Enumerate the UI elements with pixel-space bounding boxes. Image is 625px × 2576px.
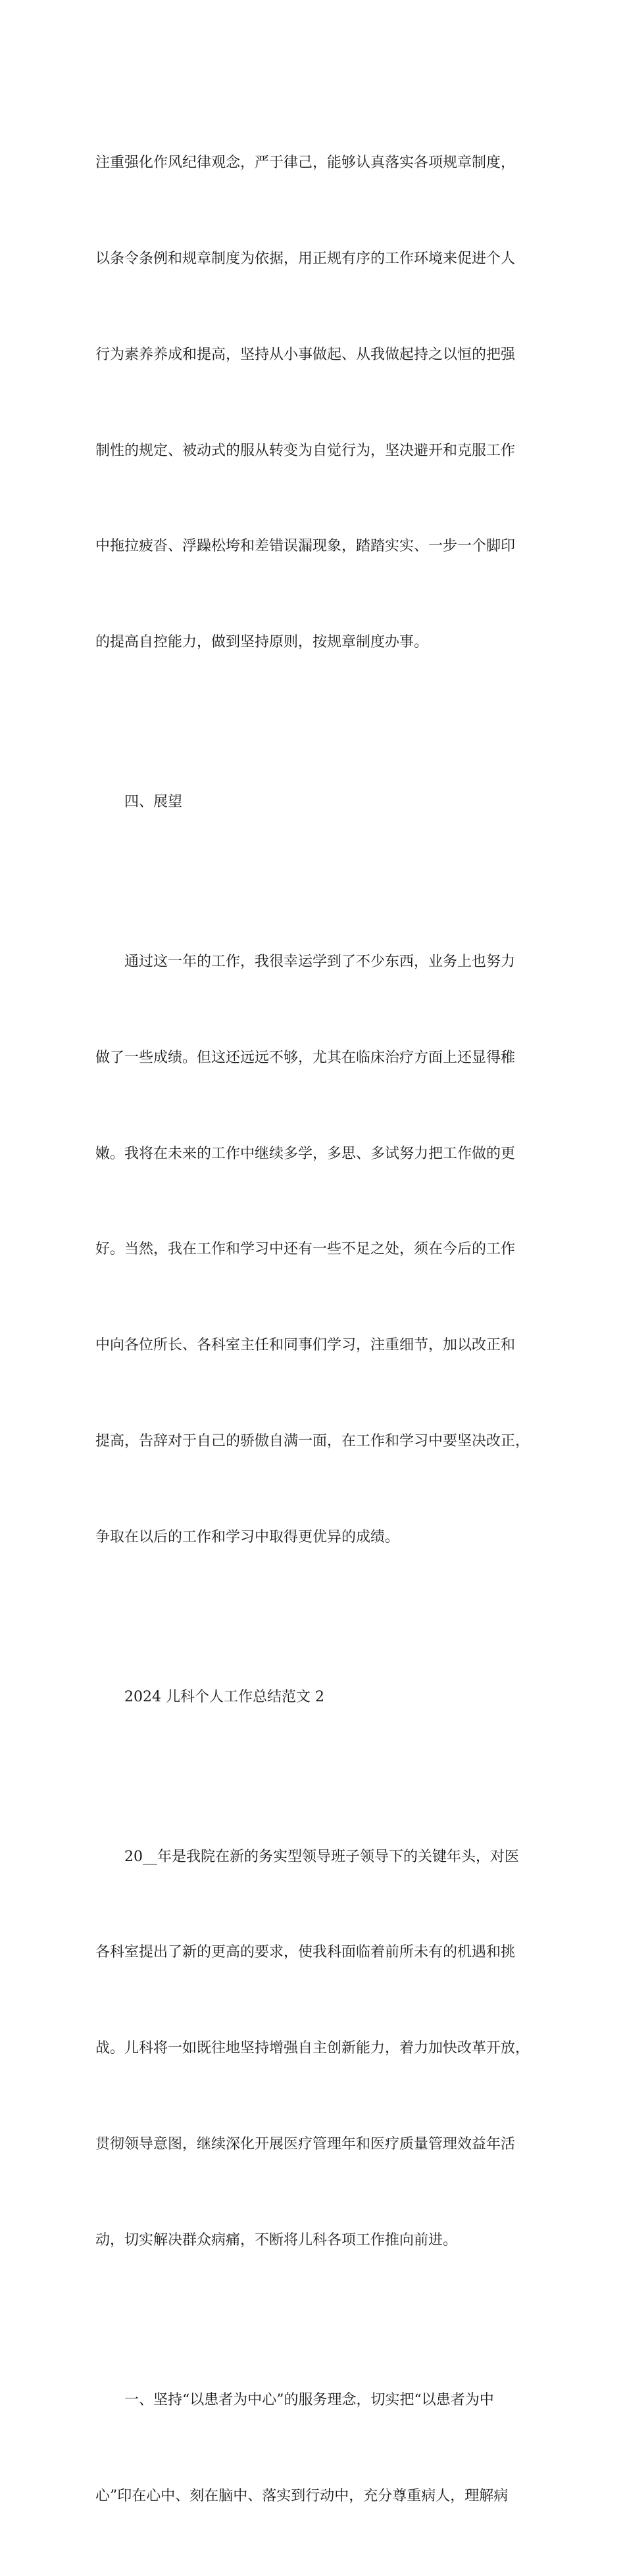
text-line: 争取在以后的工作和学习中取得更优异的成绩。 [95,1528,400,1545]
text-line: 20__年是我院在新的务实型领导班子领导下的关键年头，对医 [124,1848,519,1865]
text-line: 以条令条例和规章制度为依据，用正规有序的工作环境来促进个人 [95,250,516,267]
paragraph-intro-2 [95,1777,543,2320]
text-line: 心”印在心中、刻在脑中、落实到行动中，充分尊重病人，理解病 [95,2487,509,2504]
paragraph-discipline [95,84,543,723]
heading-line: 2024 儿科个人工作总结范文 2 [124,1688,324,1705]
text-line: 的提高自控能力，做到坚持原则，按规章制度办事。 [95,634,429,651]
text-line: 提高，告辞对于自己的骄傲自满一面，在工作和学习中要坚决改正， [95,1432,530,1449]
paragraph-patient-centered [95,2321,543,2576]
text-line: 各科室提出了新的更高的要求，使我科面临着前所未有的机遇和挑 [95,1944,516,1961]
text-line: 制性的规定、被动式的服从转变为自觉行为，坚决避开和克服工作 [95,442,516,459]
article-title-2 [95,1618,543,1778]
text-line: 动，切实解决群众病痛，不断将儿科各项工作推向前进。 [95,2231,458,2248]
document-body [95,84,543,2576]
text-line: 贯彻领导意图，继续深化开展医疗管理年和医疗质量管理效益年活 [95,2136,516,2152]
section-heading-outlook [95,723,543,883]
text-line: 行为素养养成和提高，坚持从小事做起、从我做起持之以恒的把强 [95,346,516,363]
text-line: 做了一些成绩。但这还远远不够，尤其在临床治疗方面上还显得稚 [95,1049,516,1066]
text-line: 战。儿科将一如既往地坚持增强自主创新能力，着力加快改革开放， [95,2040,530,2057]
heading-line: 四、展望 [124,794,183,811]
text-line: 好。当然，我在工作和学习中还有一些不足之处，须在今后的工作 [95,1241,516,1258]
paragraph-outlook [95,883,543,1618]
text-line: 中向各位所长、各科室主任和同事们学习，注重细节，加以改正和 [95,1337,516,1354]
text-line: 中拖拉疲沓、浮躁松垮和差错误漏现象，踏踏实实、一步一个脚印 [95,538,516,555]
text-line: 通过这一年的工作，我很幸运学到了不少东西，业务上也努力 [124,954,516,971]
text-line: 一、坚持“以患者为中心”的服务理念，切实把“以患者为中 [124,2391,494,2408]
text-line: 注重强化作风纪律观念，严于律己，能够认真落实各项规章制度， [95,155,516,172]
text-line: 嫩。我将在未来的工作中继续多学，多思、多试努力把工作做的更 [95,1145,516,1162]
